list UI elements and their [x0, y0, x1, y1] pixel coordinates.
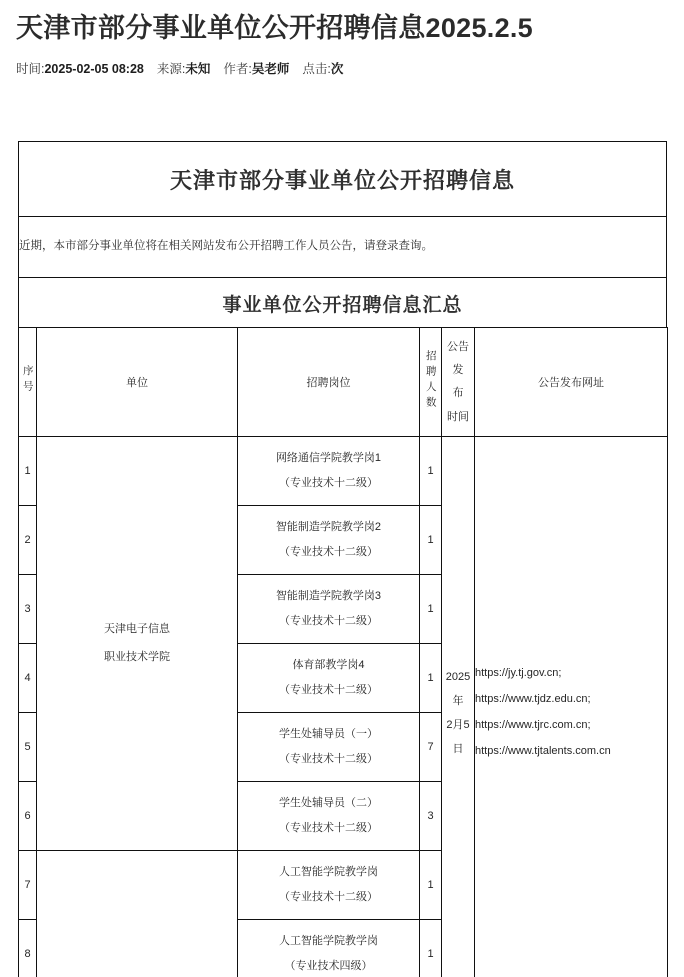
cell-post: [238, 644, 420, 713]
cell-count: 1: [420, 851, 442, 920]
cell-unit: [37, 437, 238, 851]
cell-publish-date-line1: 2025年: [445, 670, 471, 707]
column-header-date: [442, 328, 475, 437]
cell-post-line1: 智能制造学院教学岗3: [275, 590, 382, 603]
cell-seq: 8: [19, 920, 37, 977]
table-row: [19, 142, 667, 217]
cell-post: [238, 782, 420, 851]
meta-source-label: 来源:: [156, 62, 186, 77]
publish-url[interactable]: https://www.tjdz.edu.cn;: [475, 693, 591, 706]
cell-publish-date-line2: 2月5日: [446, 718, 470, 756]
cell-unit-line2: 职业技术学院: [104, 650, 170, 663]
cell-post: [238, 851, 420, 920]
meta-author-value: 吴老师: [251, 62, 290, 77]
cell-unit-empty: [37, 851, 238, 977]
column-header-date-line3: 时间: [447, 410, 469, 423]
column-header-post: 招聘岗位: [238, 328, 420, 437]
meta-source: [157, 62, 211, 77]
cell-post-line2: （专业技术十二级）: [279, 822, 378, 835]
cell-count: 1: [420, 644, 442, 713]
cell-post-line1: 智能制造学院教学岗2: [275, 521, 382, 534]
cell-post-line2: （专业技术十二级）: [279, 753, 378, 766]
cell-post: [238, 713, 420, 782]
cell-post-line1: 体育部教学岗4: [292, 659, 365, 672]
page-title: 天津市部分事业单位公开招聘信息2025.2.5: [16, 13, 533, 43]
recruitment-table: [18, 327, 668, 977]
column-header-count-label: 招聘人数: [424, 349, 437, 412]
cell-count: 1: [420, 575, 442, 644]
cell-publish-date: [442, 437, 475, 977]
cell-post: [238, 437, 420, 506]
meta-author-label: 作者:: [223, 62, 252, 77]
cell-seq: 6: [19, 782, 37, 851]
table-header-row: [19, 328, 668, 437]
cell-post-line2: （专业技术十二级）: [279, 477, 378, 490]
table-row: [19, 278, 667, 329]
cell-publish-urls: [475, 437, 668, 977]
column-header-count: [420, 328, 442, 437]
cell-seq: 4: [19, 644, 37, 713]
cell-seq: 1: [19, 437, 37, 506]
cell-seq: 7: [19, 851, 37, 920]
cell-count: 3: [420, 782, 442, 851]
cell-post-line2: （专业技术十二级）: [279, 546, 378, 559]
cell-seq: 2: [19, 506, 37, 575]
recruitment-document: [18, 141, 667, 977]
meta-source-value: 未知: [185, 62, 211, 77]
cell-post-line1: 人工智能学院教学岗: [279, 866, 378, 879]
publish-url[interactable]: https://www.tjtalents.com.cn: [475, 744, 611, 757]
column-header-unit: 单位: [37, 328, 238, 437]
article-meta: [0, 44, 684, 77]
document-notice: 近期，本市部分事业单位将在相关网站发布公开招聘工作人员公告，请登录查询。: [19, 217, 667, 278]
cell-post-line1: 学生处辅导员（二）: [279, 797, 378, 810]
column-header-url: 公告发布网址: [475, 328, 668, 437]
meta-clicks: [302, 62, 343, 77]
cell-seq: 3: [19, 575, 37, 644]
column-header-date-line1: 公告发: [447, 341, 469, 377]
meta-time-label: 时间:: [16, 62, 45, 77]
column-header-date-line2: 布: [452, 387, 464, 400]
cell-post-line1: 网络通信学院教学岗1: [275, 452, 382, 465]
cell-count: 1: [420, 920, 442, 977]
cell-post-line2: （专业技术十二级）: [279, 615, 378, 628]
document-header-table: [18, 141, 667, 329]
cell-count: 7: [420, 713, 442, 782]
column-header-seq-label: 序号: [21, 365, 34, 397]
cell-seq: 5: [19, 713, 37, 782]
cell-post-line1: 学生处辅导员（一）: [279, 728, 378, 741]
meta-clicks-value: 次: [330, 62, 344, 77]
meta-clicks-label: 点击:: [302, 62, 331, 77]
table-row: [19, 217, 667, 278]
meta-author: [223, 62, 289, 77]
cell-unit-line1: 天津电子信息: [104, 623, 170, 636]
meta-time: [16, 62, 144, 77]
cell-post-line2: （专业技术四级）: [284, 960, 373, 973]
cell-post: [238, 920, 420, 977]
document-title: 天津市部分事业单位公开招聘信息: [19, 142, 667, 217]
publish-url[interactable]: https://jy.tj.gov.cn;: [475, 667, 562, 680]
document-section-title: 事业单位公开招聘信息汇总: [19, 278, 667, 329]
table-row: [19, 437, 668, 506]
cell-post-line2: （专业技术十二级）: [279, 891, 378, 904]
publish-url[interactable]: https://www.tjrc.com.cn;: [475, 718, 591, 731]
meta-time-value: 2025-02-05 08:28: [44, 62, 144, 77]
cell-post-line2: （专业技术十二级）: [279, 684, 378, 697]
cell-post-line1: 人工智能学院教学岗: [279, 935, 378, 948]
cell-post: [238, 506, 420, 575]
cell-post: [238, 575, 420, 644]
column-header-seq: [19, 328, 37, 437]
cell-count: 1: [420, 437, 442, 506]
cell-count: 1: [420, 506, 442, 575]
